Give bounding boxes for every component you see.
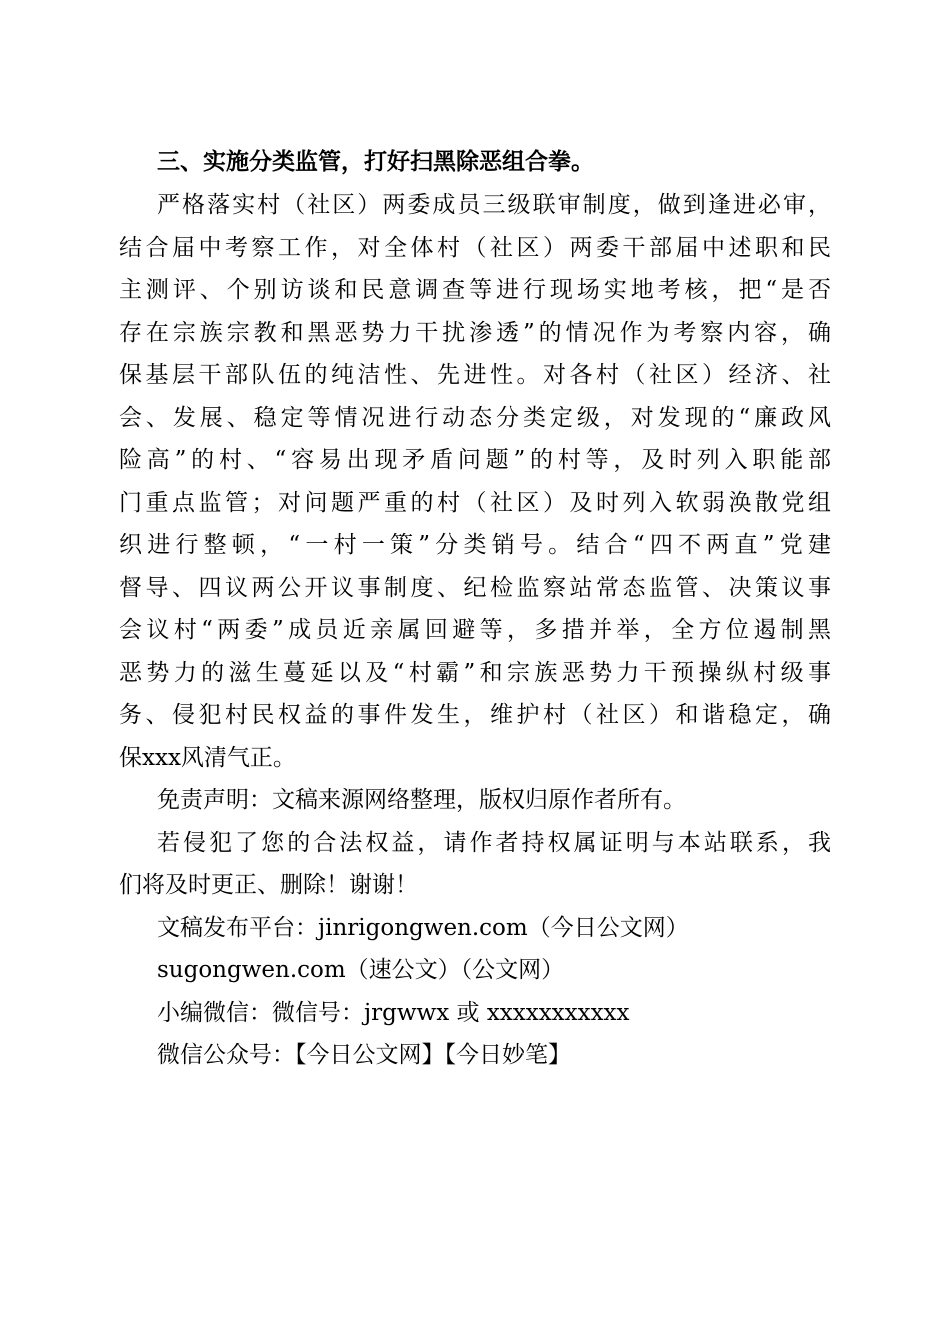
paragraph-line: 门重点监管；对问题严重的村（社区）及时列入软弱涣散党组: [119, 489, 831, 516]
paragraph-line: 结合届中考察工作，对全体村（社区）两委干部届中述职和民: [119, 234, 831, 261]
wechat-line: 小编微信：微信号：jrgwwx 或 xxxxxxxxxxx: [157, 999, 630, 1026]
paragraph-line: 织进行整顿，“一村一策”分类销号。结合“四不两直”党建: [119, 532, 831, 558]
paragraph-line: 恶势力的滋生蔓延以及“村霸”和宗族恶势力干预操纵村级事: [119, 659, 831, 686]
section-paragraph: [119, 184, 831, 779]
disclaimer-block: [119, 779, 831, 1077]
paragraph-line: 严格落实村（社区）两委成员三级联审制度，做到逢进必审，: [157, 192, 831, 218]
disclaimer-contact-line: 若侵犯了您的合法权益，请作者持权属证明与本站联系，我: [157, 829, 831, 856]
platform-line: 文稿发布平台：jinrigongwen.com（今日公文网）: [157, 914, 689, 941]
section-heading: 三、实施分类监管，打好扫黑除恶组合拳。: [157, 149, 594, 175]
paragraph-line: 险高”的村、“容易出现矛盾问题”的村等，及时列入职能部: [119, 447, 831, 473]
paragraph-line: 主测评、个别访谈和民意调查等进行现场实地考核，把“是否: [119, 277, 831, 303]
document-body: [119, 140, 831, 1077]
site-line: sugongwen.com（速公文）（公文网）: [157, 957, 565, 983]
paragraph-line: 会议村“两委”成员近亲属回避等，多措并举，全方位遏制黑: [119, 617, 831, 643]
paragraph-line: 务、侵犯村民权益的事件发生，维护村（社区）和谐稳定，确: [119, 702, 831, 728]
paragraph-line: 会、发展、稳定等情况进行动态分类定级，对发现的“廉政风: [119, 404, 831, 431]
paragraph-line: 保基层干部队伍的纯洁性、先进性。对各村（社区）经济、社: [119, 362, 831, 388]
paragraph-line: 督导、四议两公开议事制度、纪检监察站常态监管、决策议事: [119, 574, 831, 601]
disclaimer-statement: 免责声明：文稿来源网络整理，版权归原作者所有。: [157, 787, 686, 813]
disclaimer-contact-line: 们将及时更正、删除！谢谢！: [119, 872, 418, 898]
official-account-line: 微信公众号：【今日公文网】【今日妙笔】: [157, 1042, 571, 1068]
paragraph-line: 保xxx风清气正。: [119, 744, 296, 771]
paragraph-line: 存在宗族宗教和黑恶势力干扰渗透”的情况作为考察内容，确: [119, 319, 831, 346]
